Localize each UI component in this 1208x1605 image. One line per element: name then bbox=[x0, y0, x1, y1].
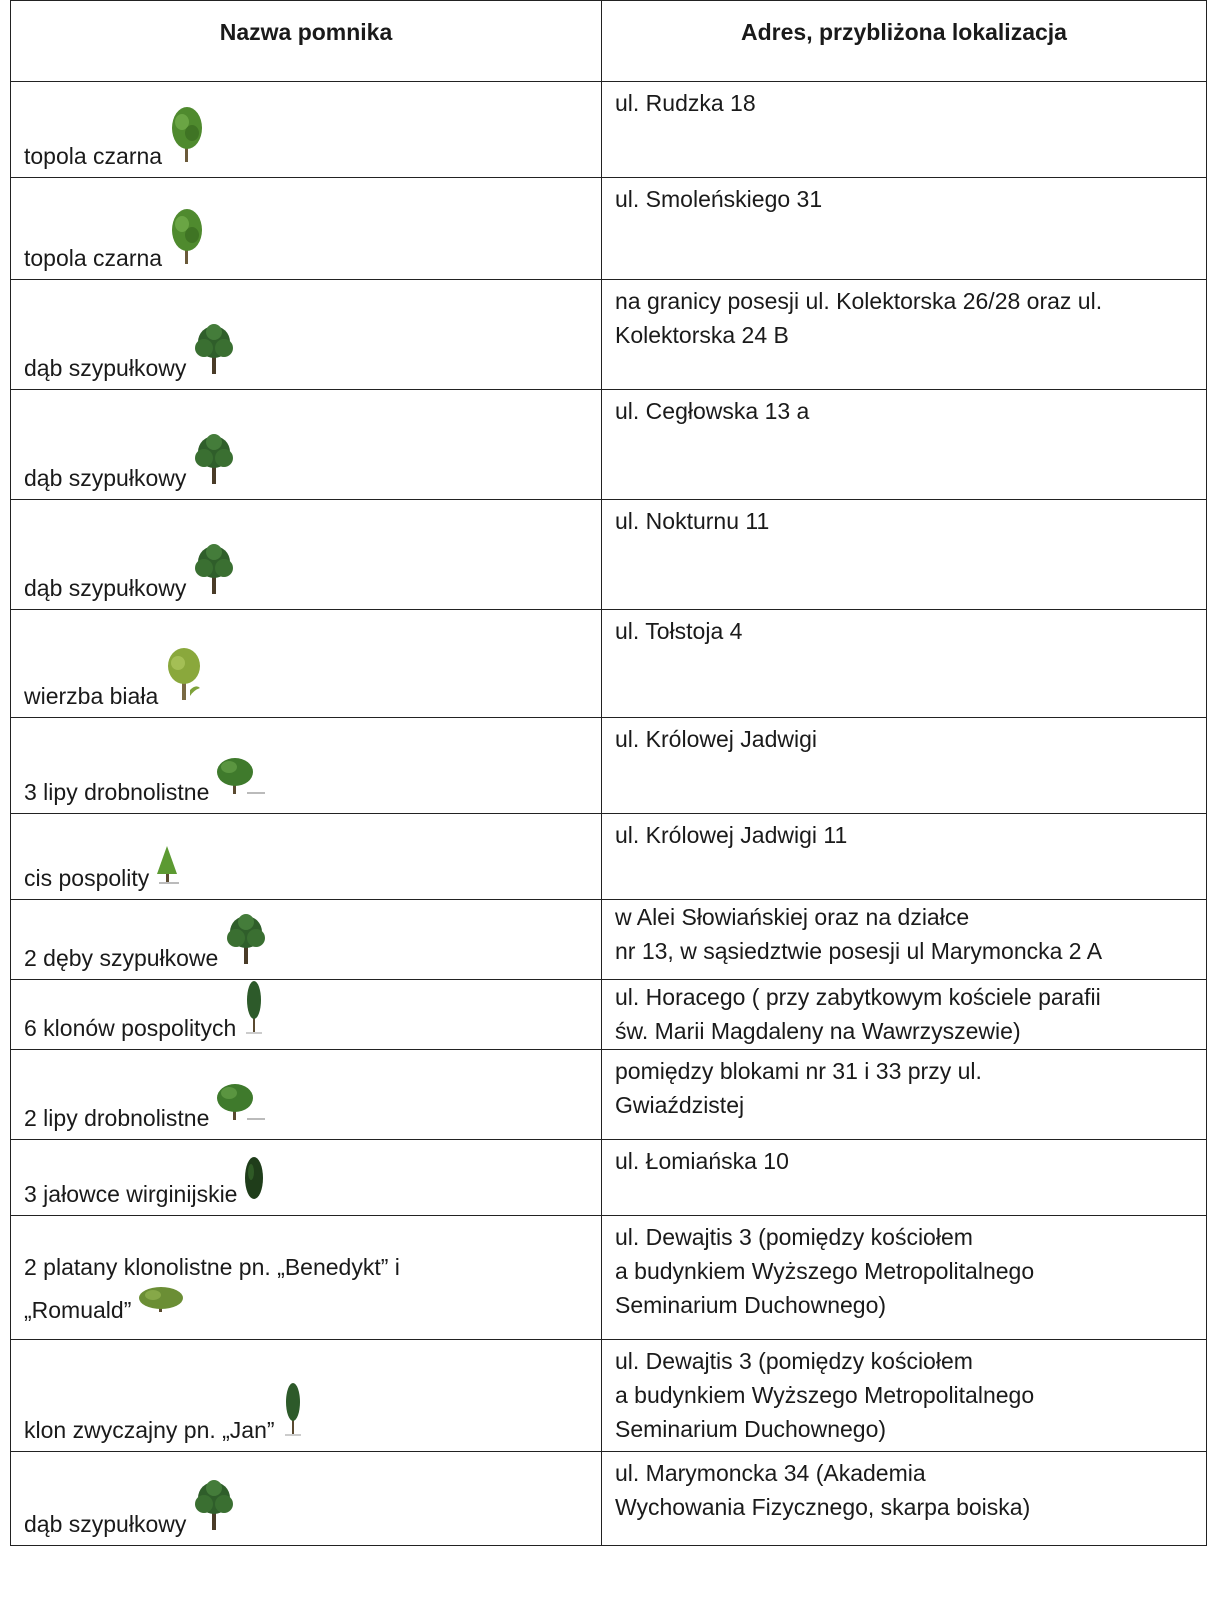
cell-monument-name bbox=[11, 718, 602, 814]
cell-monument-name bbox=[11, 1140, 602, 1216]
address-line: Wychowania Fizycznego, skarpa boiska) bbox=[615, 1494, 1031, 1520]
plane-tree-icon bbox=[137, 1284, 185, 1327]
address-line: ul. Rudzka 18 bbox=[615, 90, 756, 116]
monument-name: dąb szypułkowy bbox=[24, 355, 187, 381]
monument-name: topola czarna bbox=[24, 143, 163, 169]
column-header-name: Nazwa pomnika bbox=[11, 1, 602, 82]
address-line: pomiędzy blokami nr 31 i 33 przy ul. bbox=[615, 1058, 982, 1084]
table-header-row bbox=[11, 1, 1207, 82]
address-line: ul. Dewajtis 3 (pomiędzy kościołem bbox=[615, 1348, 973, 1374]
monument-name: 3 jałowce wirginijskie bbox=[24, 1181, 238, 1207]
willow-icon bbox=[164, 646, 204, 713]
column-header-address: Adres, przybliżona lokalizacja bbox=[602, 1, 1207, 82]
monument-name: 2 lipy drobnolistne bbox=[24, 1105, 210, 1131]
table-row bbox=[11, 1050, 1207, 1140]
cell-monument-name bbox=[11, 82, 602, 178]
columnar-tree-icon bbox=[281, 1382, 305, 1447]
address-line: ul. Horacego ( przy zabytkowym kościele parafii bbox=[615, 984, 1101, 1010]
cell-address bbox=[602, 1050, 1207, 1140]
monument-name: klon zwyczajny pn. „Jan” bbox=[24, 1417, 275, 1443]
yew-icon bbox=[155, 844, 181, 895]
address-line: ul. Łomiańska 10 bbox=[615, 1148, 789, 1174]
cell-monument-name bbox=[11, 390, 602, 500]
cell-address bbox=[602, 390, 1207, 500]
monuments-table bbox=[10, 0, 1207, 1546]
table-row bbox=[11, 82, 1207, 178]
cell-address bbox=[602, 900, 1207, 980]
monument-name: 2 dęby szypułkowe bbox=[24, 945, 219, 971]
monument-name: topola czarna bbox=[24, 245, 163, 271]
table-row bbox=[11, 280, 1207, 390]
monument-name: dąb szypułkowy bbox=[24, 465, 187, 491]
cell-address bbox=[602, 1216, 1207, 1340]
monument-name: wierzba biała bbox=[24, 683, 159, 709]
linden-icon bbox=[215, 754, 271, 809]
cell-monument-name bbox=[11, 280, 602, 390]
address-line: ul. Marymoncka 34 (Akademia bbox=[615, 1460, 926, 1486]
address-line: Seminarium Duchownego) bbox=[615, 1416, 887, 1442]
cell-monument-name bbox=[11, 1340, 602, 1452]
table-row bbox=[11, 178, 1207, 280]
table-row bbox=[11, 1340, 1207, 1452]
address-line: nr 13, w sąsiedztwie posesji ul Marymoncka 2 A bbox=[615, 938, 1103, 964]
address-line: Gwiaździstej bbox=[615, 1092, 745, 1118]
poplar-icon bbox=[168, 106, 206, 173]
cell-monument-name bbox=[11, 1216, 602, 1340]
monument-name: 3 lipy drobnolistne bbox=[24, 779, 210, 805]
table-row bbox=[11, 390, 1207, 500]
address-line: ul. Królowej Jadwigi 11 bbox=[615, 822, 848, 848]
cell-monument-name bbox=[11, 900, 602, 980]
address-line: a budynkiem Wyższego Metropolitalnego bbox=[615, 1382, 1035, 1408]
oak-icon bbox=[192, 320, 236, 385]
columnar-tree-icon bbox=[242, 980, 266, 1045]
monument-name: cis pospolity bbox=[24, 865, 150, 891]
cell-address bbox=[602, 610, 1207, 718]
monument-name: 2 platany klonolistne pn. „Benedykt” i bbox=[24, 1254, 400, 1280]
cell-address bbox=[602, 280, 1207, 390]
monument-name-cont: „Romuald” bbox=[24, 1297, 132, 1323]
table-row bbox=[11, 900, 1207, 980]
table-row bbox=[11, 1216, 1207, 1340]
table-row bbox=[11, 814, 1207, 900]
oak-icon bbox=[192, 1476, 236, 1541]
oak-icon bbox=[224, 910, 268, 975]
poplar-icon bbox=[168, 208, 206, 275]
table-row bbox=[11, 718, 1207, 814]
address-line: ul. Smoleńskiego 31 bbox=[615, 186, 823, 212]
address-line: w Alei Słowiańskiej oraz na działce bbox=[615, 904, 970, 930]
address-line: a budynkiem Wyższego Metropolitalnego bbox=[615, 1258, 1035, 1284]
cell-monument-name bbox=[11, 178, 602, 280]
cell-address bbox=[602, 814, 1207, 900]
address-line: ul. Cegłowska 13 a bbox=[615, 398, 810, 424]
monument-name: 6 klonów pospolitych bbox=[24, 1015, 237, 1041]
cell-monument-name bbox=[11, 980, 602, 1050]
address-line: ul. Królowej Jadwigi bbox=[615, 726, 817, 752]
monument-name: dąb szypułkowy bbox=[24, 1511, 187, 1537]
cell-monument-name bbox=[11, 610, 602, 718]
cell-address bbox=[602, 82, 1207, 178]
address-line: Kolektorska 24 B bbox=[615, 322, 789, 348]
juniper-icon bbox=[243, 1156, 265, 1211]
address-line: ul. Nokturnu 11 bbox=[615, 508, 770, 534]
address-line: ul. Tołstoja 4 bbox=[615, 618, 743, 644]
cell-monument-name bbox=[11, 500, 602, 610]
cell-address bbox=[602, 178, 1207, 280]
cell-monument-name bbox=[11, 1452, 602, 1546]
address-line: św. Marii Magdaleny na Wawrzyszewie) bbox=[615, 1018, 1021, 1044]
monument-name: dąb szypułkowy bbox=[24, 575, 187, 601]
address-line: na granicy posesji ul. Kolektorska 26/28 oraz ul. bbox=[615, 288, 1103, 314]
cell-address bbox=[602, 1140, 1207, 1216]
cell-address bbox=[602, 980, 1207, 1050]
cell-address bbox=[602, 718, 1207, 814]
table-row bbox=[11, 610, 1207, 718]
cell-monument-name bbox=[11, 814, 602, 900]
oak-icon bbox=[192, 540, 236, 605]
table-row bbox=[11, 1452, 1207, 1546]
cell-monument-name bbox=[11, 1050, 602, 1140]
cell-address bbox=[602, 1452, 1207, 1546]
cell-address bbox=[602, 500, 1207, 610]
address-line: Seminarium Duchownego) bbox=[615, 1292, 887, 1318]
address-line: ul. Dewajtis 3 (pomiędzy kościołem bbox=[615, 1224, 973, 1250]
table-row bbox=[11, 500, 1207, 610]
cell-address bbox=[602, 1340, 1207, 1452]
table-row bbox=[11, 1140, 1207, 1216]
table-row bbox=[11, 980, 1207, 1050]
linden-icon bbox=[215, 1080, 271, 1135]
oak-icon bbox=[192, 430, 236, 495]
